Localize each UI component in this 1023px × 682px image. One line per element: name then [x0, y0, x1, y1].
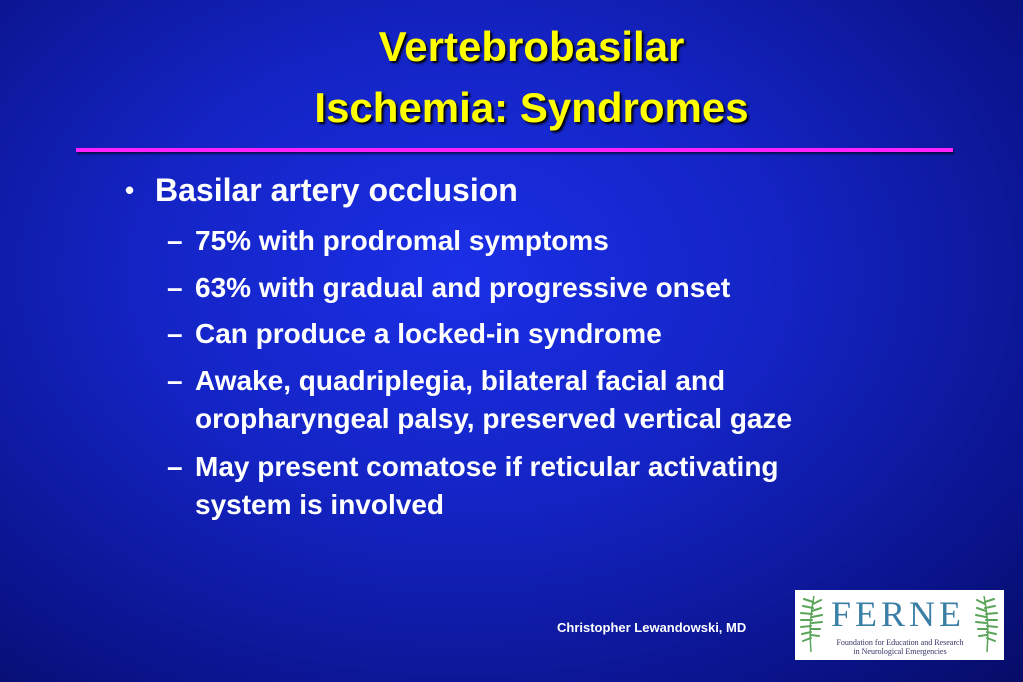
sub-bullet-text-continued: system is involved [195, 489, 445, 520]
sub-bullet-text: Can produce a locked-in syndrome [195, 318, 662, 349]
logo-subtitle-line-1: Foundation for Education and Research [836, 638, 964, 647]
sub-bullet-marker: – [167, 365, 183, 396]
bullet-text: Basilar artery occlusion [155, 172, 518, 208]
fern-leaf-icon [973, 592, 1001, 654]
sub-bullet-text: 63% with gradual and progressive onset [195, 272, 731, 303]
sub-bullet-item [167, 362, 975, 438]
bullet-marker: • [125, 175, 135, 205]
sub-bullet-item [167, 222, 975, 260]
sub-bullet-text: Awake, quadriplegia, bilateral facial and [195, 365, 726, 396]
sub-bullet-marker: – [167, 451, 183, 482]
ferne-logo [795, 590, 1004, 660]
sub-bullet-text: May present comatose if reticular activating [195, 451, 779, 482]
logo-subtitle-line-2: in Neurological Emergencies [853, 647, 947, 656]
sub-bullet-item [167, 269, 975, 307]
bullet-item [125, 170, 518, 210]
slide-title-line-1: Vertebrobasilar [378, 23, 685, 70]
sub-bullet-text-continued: oropharyngeal palsy, preserved vertical gaze [195, 403, 793, 434]
sub-bullet-item [167, 315, 975, 353]
sub-bullet-text: 75% with prodromal symptoms [195, 225, 609, 256]
fern-leaf-icon [797, 592, 825, 654]
sub-bullet-item [167, 448, 975, 524]
slide-title-line-2: Ischemia: Syndromes [314, 84, 749, 131]
logo-wordmark: FERNE [830, 594, 965, 634]
sub-bullet-marker: – [167, 318, 183, 349]
sub-bullet-marker: – [167, 225, 183, 256]
sub-bullet-marker: – [167, 272, 183, 303]
author-credit: Christopher Lewandowski, MD [557, 620, 747, 635]
